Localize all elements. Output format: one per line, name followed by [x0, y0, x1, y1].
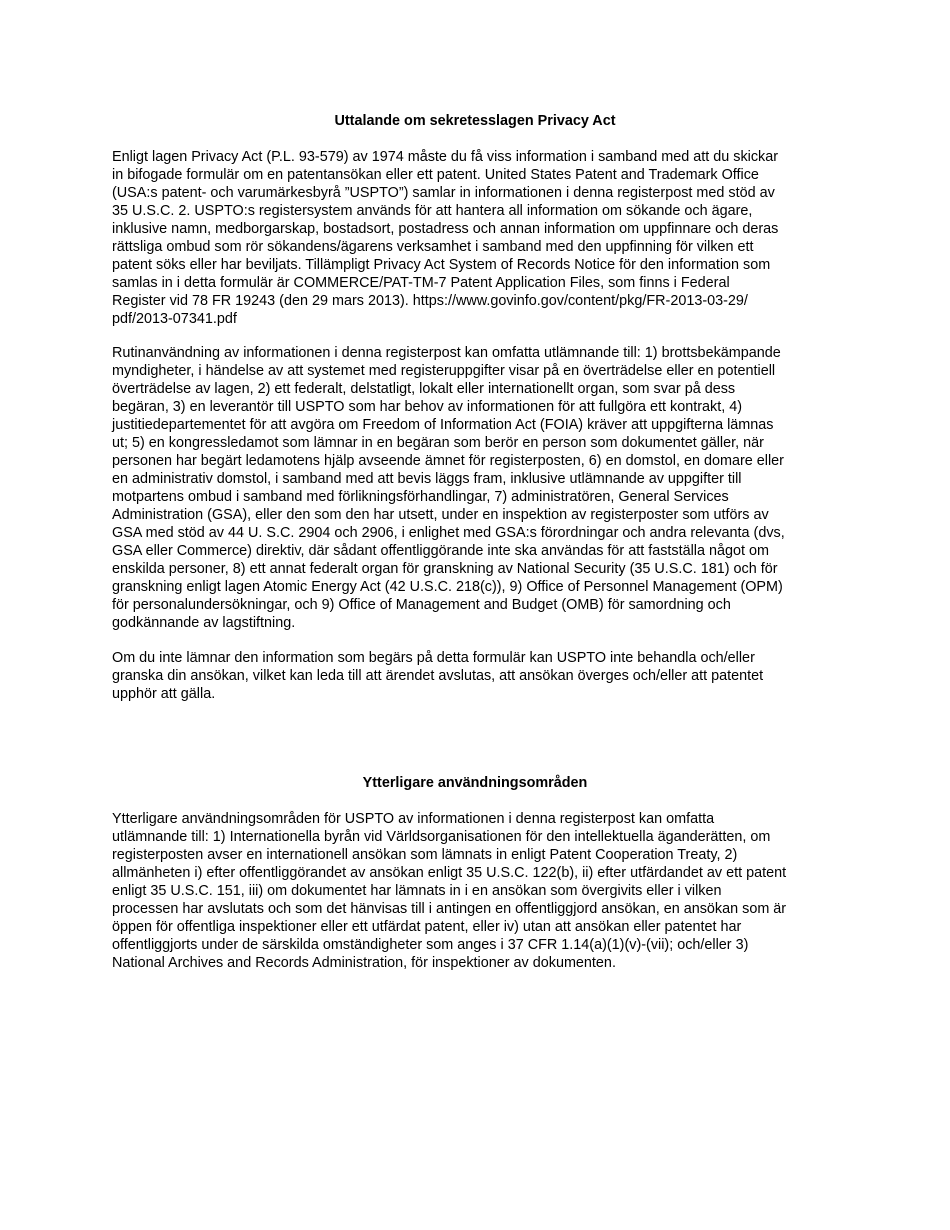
text-line: granska din ansökan, vilket kan leda till att ärendet avslutas, att ansökan överges och/eller att patentet [112, 668, 764, 684]
text-line: enligt 35 U.S.C. 151, iii) om dokumentet har lämnats in i en ansökan som övergivits eller i vilken [112, 883, 722, 899]
text-line: upphör att gälla. [112, 686, 216, 702]
additional-uses-heading: Ytterligare användningsområden [362, 775, 588, 791]
text-line: rättsliga ombud som rör sökandens/ägarens verksamhet i samband med den uppfinning för vilken ett [112, 239, 754, 255]
text-line: pdf/2013-07341.pdf [112, 311, 237, 327]
text-line: in bifogade formulär om en patentansökan eller ett patent. United States Patent and Trademark Office [112, 167, 759, 183]
routine-use-paragraph [112, 344, 842, 632]
text-line: processen har avslutats och som det hänvisas till i antingen en offentliggjord ansökan, en ansökan som är [112, 901, 787, 917]
text-line: 35 U.S.C. 2. USPTO:s registersystem används för att hantera all information om sökande och ägare, [112, 203, 753, 219]
text-line: National Archives and Records Administration, för inspektioner av dokumenten. [112, 955, 616, 971]
text-line: en administrativ domstol, i samband med att bevis läggs fram, inklusive utlämnande av uppgifter till [112, 471, 742, 487]
text-line: Enligt lagen Privacy Act (P.L. 93-579) av 1974 måste du få viss information i samband med att du skickar [112, 149, 779, 165]
text-line: inklusive namn, medborgarskap, bostadsort, postadress och annan information om uppfinnare och deras [112, 221, 779, 237]
text-line: ut; 5) en kongressledamot som lämnar in en begäran som berör en person som dokumentet gäller, när [112, 435, 764, 451]
text-line: GSA eller Commerce) direktiv, där sådant offentliggörande inte ska användas för att fastställa något om [112, 543, 769, 559]
text-line: överträdelse av lagen, 2) ett federalt, delstatligt, lokalt eller internationellt organ, som svar på dess [112, 381, 736, 397]
text-line: granskning enligt lagen Atomic Energy Act (42 U.S.C. 218(c)), 9) Office of Personnel Management (OPM) [112, 579, 783, 595]
text-line: (USA:s patent- och varumärkesbyrå ”USPTO”) samlar in informationen i denna registerpost med stöd av [112, 185, 775, 201]
privacy-act-heading: Uttalande om sekretesslagen Privacy Act [334, 113, 616, 129]
text-line: GSA med stöd av 44 U. S.C. 2904 och 2906, i enlighet med GSA:s förordningar och andra relevanta (dvs, [112, 525, 785, 541]
text-line: motpartens ombud i samband med förlikningsförhandlingar, 7) administratören, General Services [112, 489, 729, 505]
text-line: utlämnande till: 1) Internationella byrån vid Världsorganisationen för den intellektuella äganderätten, om [112, 829, 771, 845]
additional-uses-paragraph [112, 810, 842, 972]
text-line: myndigheter, i händelse av att systemet med registeruppgifter visar på en överträdelse eller en potentiell [112, 363, 776, 379]
non-disclosure-paragraph [112, 649, 842, 703]
text-line: begäran, 3) en leverantör till USPTO som har behov av informationen för att fullgöra ett kontrakt, 4) [112, 399, 743, 415]
text-line: personen har begärt ledamotens hjälp avseende ämnet för registerposten, 6) en domstol, en domare eller [112, 453, 784, 469]
text-line: Om du inte lämnar den information som begärs på detta formulär kan USPTO inte behandla och/eller [112, 650, 755, 666]
text-line: samlas in i detta formulär är COMMERCE/PAT-TM-7 Patent Application Files, som finns i Federal [112, 275, 730, 291]
text-line: justitiedepartementet för att avgöra om Freedom of Information Act (FOIA) kräver att uppgifterna lämnas [112, 417, 774, 433]
text-line: enskilda personer, 8) ett annat federalt organ för granskning av National Security (35 U.S.C. 181) och för [112, 561, 778, 577]
text-line: Administration (GSA), eller den som den har utsett, under en inspektion av registerposter som utförs av [112, 507, 769, 523]
text-line: öppen för offentliga inspektioner eller ett utfärdat patent, eller iv) utan att ansökan eller patentet har [112, 919, 742, 935]
text-line: för personalundersökningar, och 9) Office of Management and Budget (OMB) för samordning och [112, 597, 731, 613]
text-line: patent söks eller har beviljats. Tillämpligt Privacy Act System of Records Notice för den information som [112, 257, 771, 273]
text-line: Register vid 78 FR 19243 (den 29 mars 2013). https://www.govinfo.gov/content/pkg/FR-2013-03-29/ [112, 293, 748, 309]
text-line: offentliggjorts under de särskilda omständigheter som anges i 37 CFR 1.14(a)(1)(v)-(vii); och/eller 3) [112, 937, 749, 953]
text-line: Ytterligare användningsområden för USPTO av informationen i denna registerpost kan omfatta [112, 811, 715, 827]
text-line: registerposten avser en internationell ansökan som lämnats in enligt Patent Cooperation Treaty, 2) [112, 847, 738, 863]
text-line: godkännande av lagstiftning. [112, 615, 296, 631]
privacy-act-paragraph-1 [112, 148, 842, 328]
text-line: allmänheten i) efter offentliggörandet av ansökan enligt 35 U.S.C. 122(b), ii) efter utfärdandet av ett patent [112, 865, 787, 881]
text-line: Rutinanvändning av informationen i denna registerpost kan omfatta utlämnande till: 1) brottsbekämpande [112, 345, 781, 361]
